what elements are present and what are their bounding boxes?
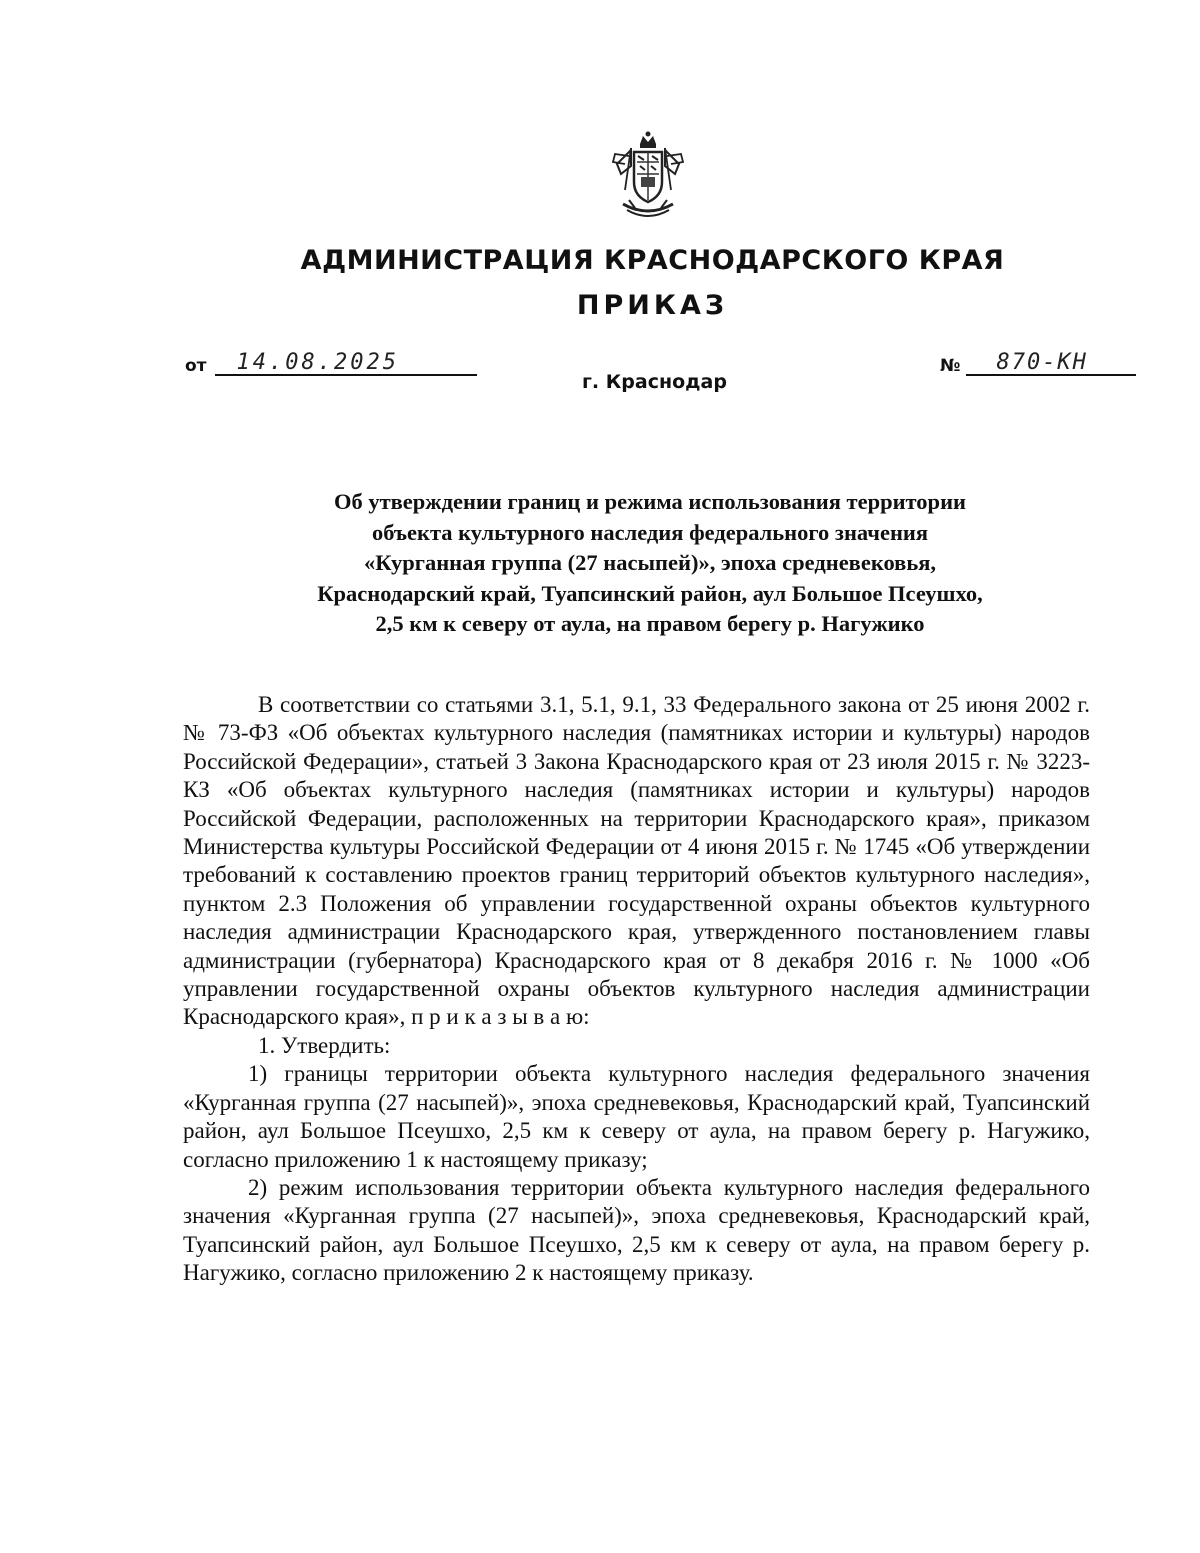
item-1-2-paragraph: 2) режим использования территории объекта культурного наследия федерального значения «Курганная группа (27 насыпей)», эпоха средневековья, Краснодарский край, Туапсинский район, аул Большое Псеушхо, 2,5 км к северу от аула, на правом берегу р. Нагужико, согласно приложению 2 к настоящему приказу. (183, 1174, 1090, 1286)
date-field (185, 352, 477, 376)
subject-line: объекта культурного наследия федерального значения (371, 519, 929, 545)
handwritten-number: 870-КН (966, 352, 1136, 376)
document-body (183, 691, 1090, 1288)
preamble-paragraph (183, 691, 1090, 1032)
number-label: № (940, 356, 961, 376)
number-field (940, 352, 1136, 376)
date-label: от (185, 356, 207, 376)
coat-of-arms-drawing (607, 130, 689, 222)
item-1-heading: 1. Утвердить: (258, 1032, 391, 1058)
document-subject (210, 487, 1090, 640)
order-word: п р и к а з ы в а ю: (411, 1004, 590, 1030)
item-1-1-paragraph: 1) границы территории объекта культурного наследия федерального значения «Курганная группа (27 насыпей)», эпоха средневековья, Краснодарский край, Туапсинский район, аул Большое Псеушхо, 2,5 км к северу от аула, на правом берегу р. Нагужико, согласно приложению 1 к настоящему приказу; (183, 1061, 1090, 1172)
subject-line: Краснодарский край, Туапсинский район, аул Большое Псеушхо, (317, 580, 983, 606)
subject-line: Об утверждении границ и режима использования территории (333, 489, 967, 514)
krasnodar-coat-of-arms-icon (607, 130, 689, 222)
document-type-title: ПРИКАЗ (576, 290, 729, 321)
city-label: г. Краснодар (582, 371, 727, 393)
preamble-text: В соответствии со статьями 3.1, 5.1, 9.1, 33 Федерального закона от 25 июня 2002 г. № 73-ФЗ «Об объектах культурного наследия (памятниках истории и культуры) народов Российской Федерации», статьей 3 Закона Краснодарского края от 23 июля 2015 г. № 3223-КЗ «Об объектах культурного наследия (памятниках истории и культуры) народов Российской Федерации, расположенных на территории Краснодарского края», приказом Министерства культуры Российской Федерации от 4 июня 2015 г. № 1745 «Об утверждении требований к составлению проектов границ территорий объектов культурного наследия», пунктом 2.3 Положения об управлении государственной охраны объектов культурного наследия администрации Краснодарского края, утвержденного постановлением главы администрации (губернатора) Краснодарского края от 8 декабря 2016 г. № 1000 «Об управлении государственной охраны объектов культурного наследия администрации Краснодарского края», (183, 692, 1090, 1030)
subject-line: 2,5 км к северу от аула, на правом берегу р. Нагужико (375, 611, 925, 636)
subject-line: «Курганная группа (27 насыпей)», эпоха средневековья, (363, 550, 937, 575)
organization-title: АДМИНИСТРАЦИЯ КРАСНОДАРСКОГО КРАЯ (300, 245, 1005, 276)
handwritten-date: 14.08.2025 (215, 352, 477, 376)
